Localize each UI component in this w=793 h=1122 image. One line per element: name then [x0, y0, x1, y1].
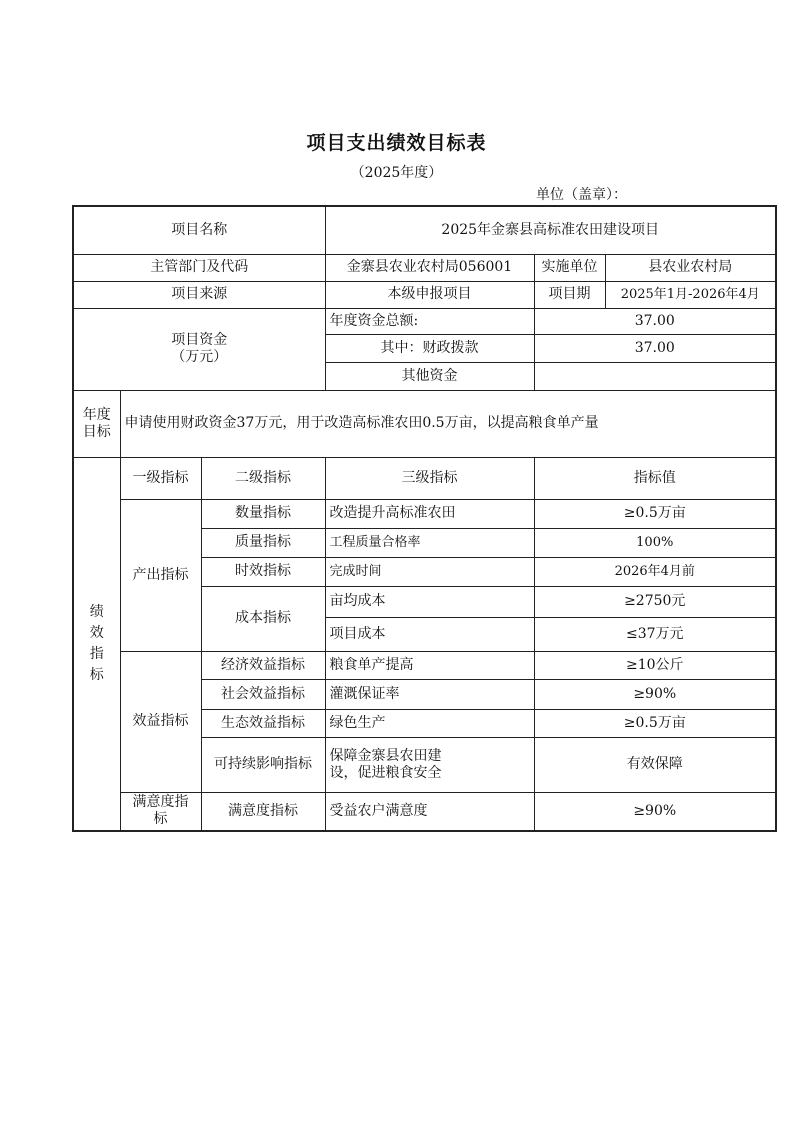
header-level3: 三级指标: [325, 457, 534, 499]
row-level3: 灌溉保证率: [325, 679, 534, 709]
performance-goal-table: [72, 205, 777, 832]
other-funds-value: [534, 362, 776, 390]
row-value: ≥2750元: [534, 586, 776, 617]
row-level2: 可持续影响指标: [201, 737, 325, 792]
annual-goal-label: [73, 390, 120, 457]
header-level1: 一级指标: [120, 457, 201, 499]
other-funds-label: 其他资金: [325, 362, 534, 390]
funds-label-line1: 项目资金: [171, 332, 228, 348]
header-value: 指标值: [534, 457, 776, 499]
row-level3: 受益农户满意度: [325, 792, 534, 831]
page-title: 项目支出绩效目标表: [306, 132, 487, 154]
row-level2: 质量指标: [201, 528, 325, 557]
group-benefit: 效益指标: [120, 651, 201, 792]
annual-goal-label-line2: 目标: [82, 423, 111, 440]
indicator-char-3: 指: [89, 645, 104, 662]
row-level2: 时效指标: [201, 557, 325, 586]
row-level2: 满意度指标: [201, 792, 325, 831]
row-value: ≤37万元: [534, 617, 776, 651]
annual-goal-text: 申请使用财政资金37万元，用于改造高标准农田0.5万亩，以提高粮食单产量: [120, 390, 776, 457]
row-value: 2026年4月前: [534, 557, 776, 586]
group-satisfaction: [120, 792, 201, 831]
row-level2: 社会效益指标: [201, 679, 325, 709]
row-level2: 生态效益指标: [201, 709, 325, 737]
performance-indicator-label: [73, 457, 120, 831]
row-level3: 绿色生产: [325, 709, 534, 737]
source-label: 项目来源: [73, 281, 325, 308]
row-level3: 项目成本: [325, 617, 534, 651]
indicator-char-4: 标: [89, 666, 104, 683]
period-label: 项目期: [534, 281, 605, 308]
period-value: 2025年1月-2026年4月: [605, 281, 776, 308]
indicator-char-2: 效: [89, 624, 104, 641]
impl-unit-value: 县农业农村局: [605, 254, 776, 281]
row-value: ≥90%: [534, 679, 776, 709]
dept-label: 主管部门及代码: [73, 254, 325, 281]
row-level3: [325, 737, 534, 792]
row-level3-line1: 保障金寨县农田建: [329, 747, 442, 764]
row-value: 有效保障: [534, 737, 776, 792]
row-level3-line2: 设，促进粮食安全: [329, 764, 442, 781]
unit-stamp-label: 单位（盖章）：: [536, 187, 627, 203]
total-funds-label: 年度资金总额:: [325, 308, 534, 334]
fiscal-funds-label: 其中：财政拨款: [325, 334, 534, 362]
funds-label-line2: （万元）: [171, 349, 228, 365]
project-name-value: 2025年金寨县高标准农田建设项目: [325, 206, 776, 254]
row-level3: 改造提升高标准农田: [325, 499, 534, 528]
group-output: 产出指标: [120, 499, 201, 651]
project-name-label: 项目名称: [73, 206, 325, 254]
indicator-char-1: 绩: [89, 603, 104, 620]
row-level2: 数量指标: [201, 499, 325, 528]
total-funds-value: 37.00: [534, 308, 776, 334]
row-value: ≥0.5万亩: [534, 709, 776, 737]
row-level3: 完成时间: [325, 557, 534, 586]
row-level2: 经济效益指标: [201, 651, 325, 679]
row-value: 100%: [534, 528, 776, 557]
dept-value: 金寨县农业农村局056001: [325, 254, 534, 281]
row-value: ≥90%: [534, 792, 776, 831]
header-level2: 二级指标: [201, 457, 325, 499]
row-level2: 成本指标: [201, 586, 325, 651]
row-level3: 亩均成本: [325, 586, 534, 617]
source-value: 本级申报项目: [325, 281, 534, 308]
funds-label: [73, 308, 325, 390]
impl-unit-label: 实施单位: [534, 254, 605, 281]
row-value: ≥0.5万亩: [534, 499, 776, 528]
group-satisfaction-line1: 满意度指: [132, 794, 189, 811]
annual-goal-label-line1: 年度: [82, 406, 111, 423]
row-level3: 工程质量合格率: [325, 528, 534, 557]
row-level3: 粮食单产提高: [325, 651, 534, 679]
group-satisfaction-line2: 标: [153, 811, 168, 828]
fiscal-funds-value: 37.00: [534, 334, 776, 362]
fiscal-year: （2025年度）: [350, 165, 443, 181]
row-value: ≥10公斤: [534, 651, 776, 679]
